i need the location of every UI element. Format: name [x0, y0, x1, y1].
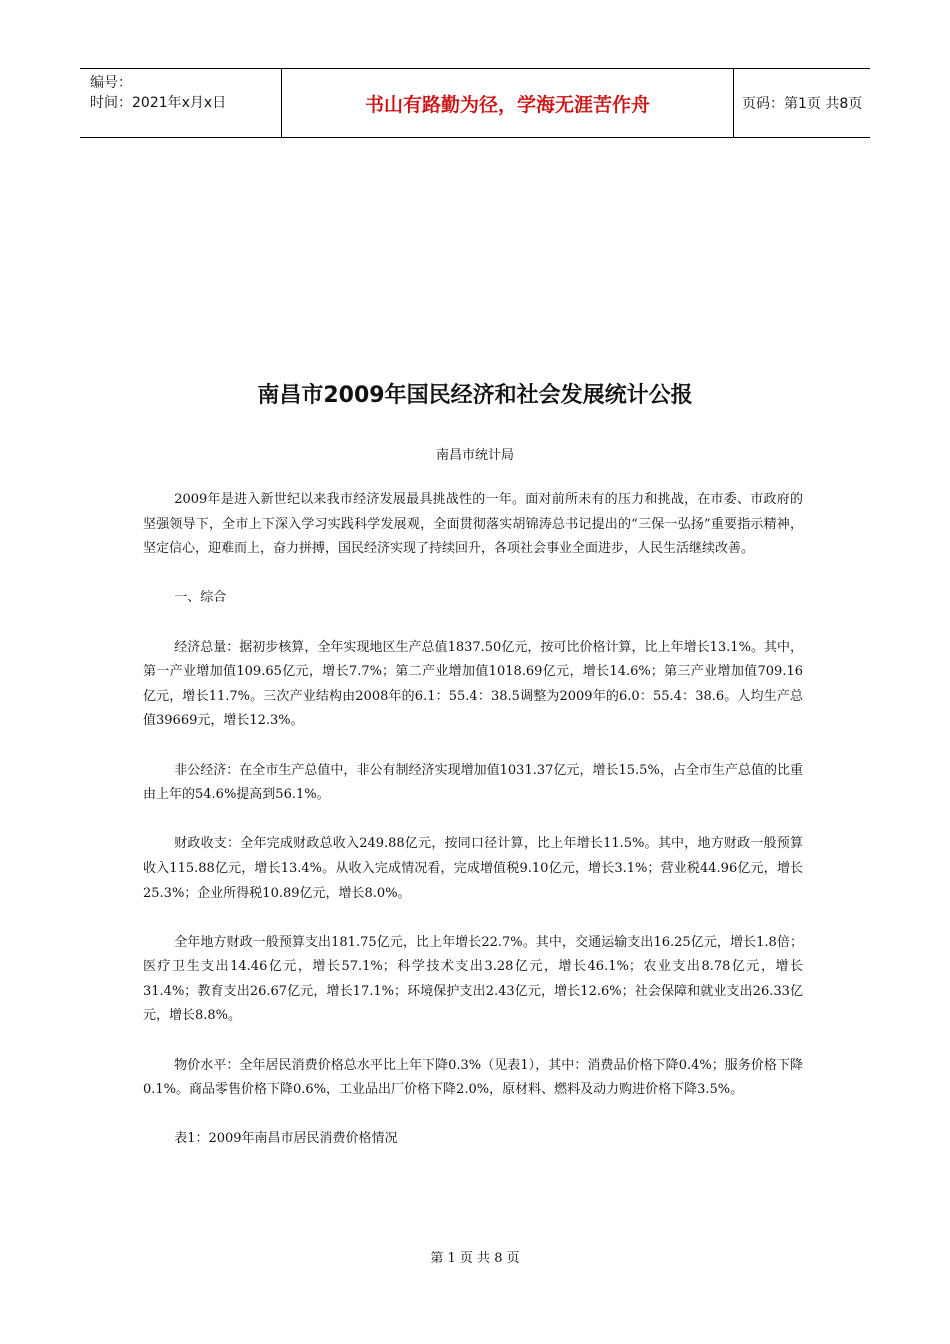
page-footer: 第 1 页 共 8 页	[430, 1251, 520, 1266]
paragraph-economy-total: 经济总量：据初步核算，全年实现地区生产总值1837.50亿元，按可比价格计算，比上年增长13.1%。其中，第一产业增加值109.65亿元，增长7.7%；第二产业增加值1018.69亿元，增长14.6%；第三产业增加值709.16亿元，增长11.7%。三次产业结构由2008年的6.1：55.4：38.5调整为2009年的6.0：55.4：38.6。人均生产总值39669元，增长12.3%。	[143, 639, 803, 729]
paragraph-intro: 2009年是进入新世纪以来我市经济发展最具挑战性的一年。面对前所未有的压力和挑战，在市委、市政府的坚强领导下，全市上下深入学习实践科学发展观，全面贯彻落实胡锦涛总书记提出的“三保一弘扬”重要指示精神，坚定信心，迎难而上，奋力拼搏，国民经济实现了持续回升，各项社会事业全面进步，人民生活继续改善。	[143, 492, 803, 557]
document-number-label: 编号：	[90, 75, 132, 91]
header-page-info: 页码：第1页 共8页	[742, 96, 863, 112]
document-title: 南昌市2009年国民经济和社会发展统计公报	[257, 383, 693, 408]
document-time-label: 时间：2021年x月x日	[90, 95, 227, 111]
paragraph-fiscal-expenditure: 全年地方财政一般预算支出181.75亿元，比上年增长22.7%。其中，交通运输支出16.25亿元，增长1.8倍；医疗卫生支出14.46亿元，增长57.1%；科学技术支出3.28亿元，增长46.1%；农业支出8.78亿元，增长31.4%；教育支出26.67亿元，增长17.1%；环境保护支出2.43亿元，增长12.6%；社会保障和就业支出26.33亿元，增长8.8%。	[143, 934, 803, 1024]
table-caption: 表1：2009年南昌市居民消费价格情况	[174, 1131, 398, 1147]
document-body	[143, 488, 803, 1177]
header-motto: 书山有路勤为径，学海无涯苦作舟	[281, 69, 734, 137]
header-meta	[90, 73, 278, 113]
section-heading-overview: 一、综合	[174, 590, 227, 606]
paragraph-fiscal-revenue: 财政收支：全年完成财政总收入249.88亿元，按同口径计算，比上年增长11.5%。其中，地方财政一般预算收入115.88亿元，增长13.4%。从收入完成情况看，完成增值税9.10亿元，增长3.1%；营业税44.96亿元，增长25.3%；企业所得税10.89亿元，增长8.0%。	[143, 836, 803, 901]
document-author: 南昌市统计局	[435, 448, 514, 463]
page-header	[80, 68, 870, 138]
paragraph-price-level: 物价水平：全年居民消费价格总水平比上年下降0.3%（见表1），其中：消费品价格下降0.4%；服务价格下降0.1%。商品零售价格下降0.6%，工业品出厂价格下降2.0%，原材料、燃料及动力购进价格下降3.5%。	[143, 1057, 803, 1098]
paragraph-non-public-economy: 非公经济：在全市生产总值中，非公有制经济实现增加值1031.37亿元，增长15.5%，占全市生产总值的比重由上年的54.6%提高到56.1%。	[143, 762, 803, 803]
